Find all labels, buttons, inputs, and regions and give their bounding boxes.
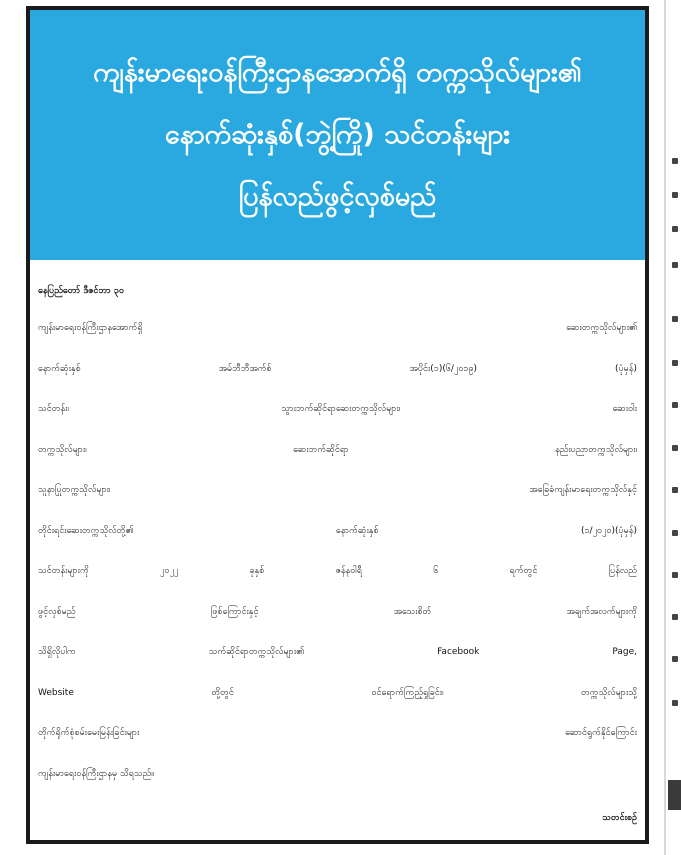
body-line: သူနာပြုတက္ကသိုလ်များ၊ အခြေခံကျန်းမာရေးတက္ကသိုလ်နှင့် [38,485,637,495]
adjacent-column-mark [672,572,678,578]
adjacent-column-bar [668,780,681,810]
adjacent-column-mark [672,700,678,706]
body-line: တိုင်းရင်းဆေးတက္ကသိုလ်တို့၏ နောက်ဆုံးနှစ် (၁/၂၀၂၀)(ပုံမှန်) [38,525,637,536]
adjacent-column-rule [664,0,666,855]
body-line: တိုက်ရိုက်စုံစမ်းမေးမြန်းခြင်းများ ဆောင်ရွက်နိုင်ကြောင်း [38,728,637,738]
news-article-frame [26,6,649,844]
headline-line-1: ကျန်းမာရေးဝန်ကြီးဌာနအောက်ရှိ တက္ကသိုလ်များ၏ [93,57,582,88]
body-line: သင်တန်း၊ သွားဘက်ဆိုင်ရာဆေးတက္ကသိုလ်များ၊ ဆေးဝါး [38,404,637,414]
body-line: သင်တန်းများကို ၂၀၂၂ ခုနှစ် ဇန်နဝါရီ ၆ ရက်တွင် ပြန်လည် [38,566,637,576]
adjacent-column-mark [672,402,678,408]
adjacent-column-mark [672,530,678,536]
headline-line-3: ပြန်လည်ဖွင့်လှစ်မည် [238,181,437,212]
adjacent-column-mark [672,316,678,322]
adjacent-column-mark [672,158,678,164]
body-line: တက္ကသိုလ်များ၊ ဆေးဘက်ဆိုင်ရာ နည်းပညာတက္ကသိုလ်များ၊ [38,444,637,455]
adjacent-column-mark [672,360,678,366]
body-line: ဖွင့်လှစ်မည် ဖြစ်ကြောင်းနှင့် အသေးစိတ် အချက်အလက်များကို [38,606,637,617]
adjacent-column-mark [672,192,678,198]
article-signature: သတင်းစဉ် [602,813,637,823]
adjacent-column-mark [672,262,678,268]
article-headline [30,10,645,260]
adjacent-column-mark [672,656,678,662]
adjacent-column-mark [672,487,678,493]
body-line: နောက်ဆုံးနှစ် အမ်ဘီဘီအက်စ် အပိုင်း(၁)(၆/၂၀၁၉) (ပုံမှန်) [38,363,637,374]
adjacent-column-mark [672,445,678,451]
headline-line-2: နောက်ဆုံးနှစ်(ဘွဲ့ကြို) သင်တန်းများ [164,119,511,150]
article-body [38,268,637,838]
body-line: Website တို့တွင် ဝင်ရောက်ကြည့်ရှုခြင်း၊ တက္ကသိုလ်များသို့ [38,687,637,698]
article-dateline: နေပြည်တော် ဒီဇင်ဘာ ၃၀ [38,286,125,296]
adjacent-column-mark [672,614,678,620]
body-line: ကျန်းမာရေးဝန်ကြီးဌာနအောက်ရှိ ဆေးတက္ကသိုလ်များ၏ [38,323,637,333]
adjacent-column-mark [672,226,678,232]
body-line: သိရှိလိုပါက သက်ဆိုင်ရာတက္ကသိုလ်များ၏ Facebook Page, [38,647,637,657]
body-line: ကျန်းမာရေးဝန်ကြီးဌာနမှ သိရသည်။ [38,768,155,779]
